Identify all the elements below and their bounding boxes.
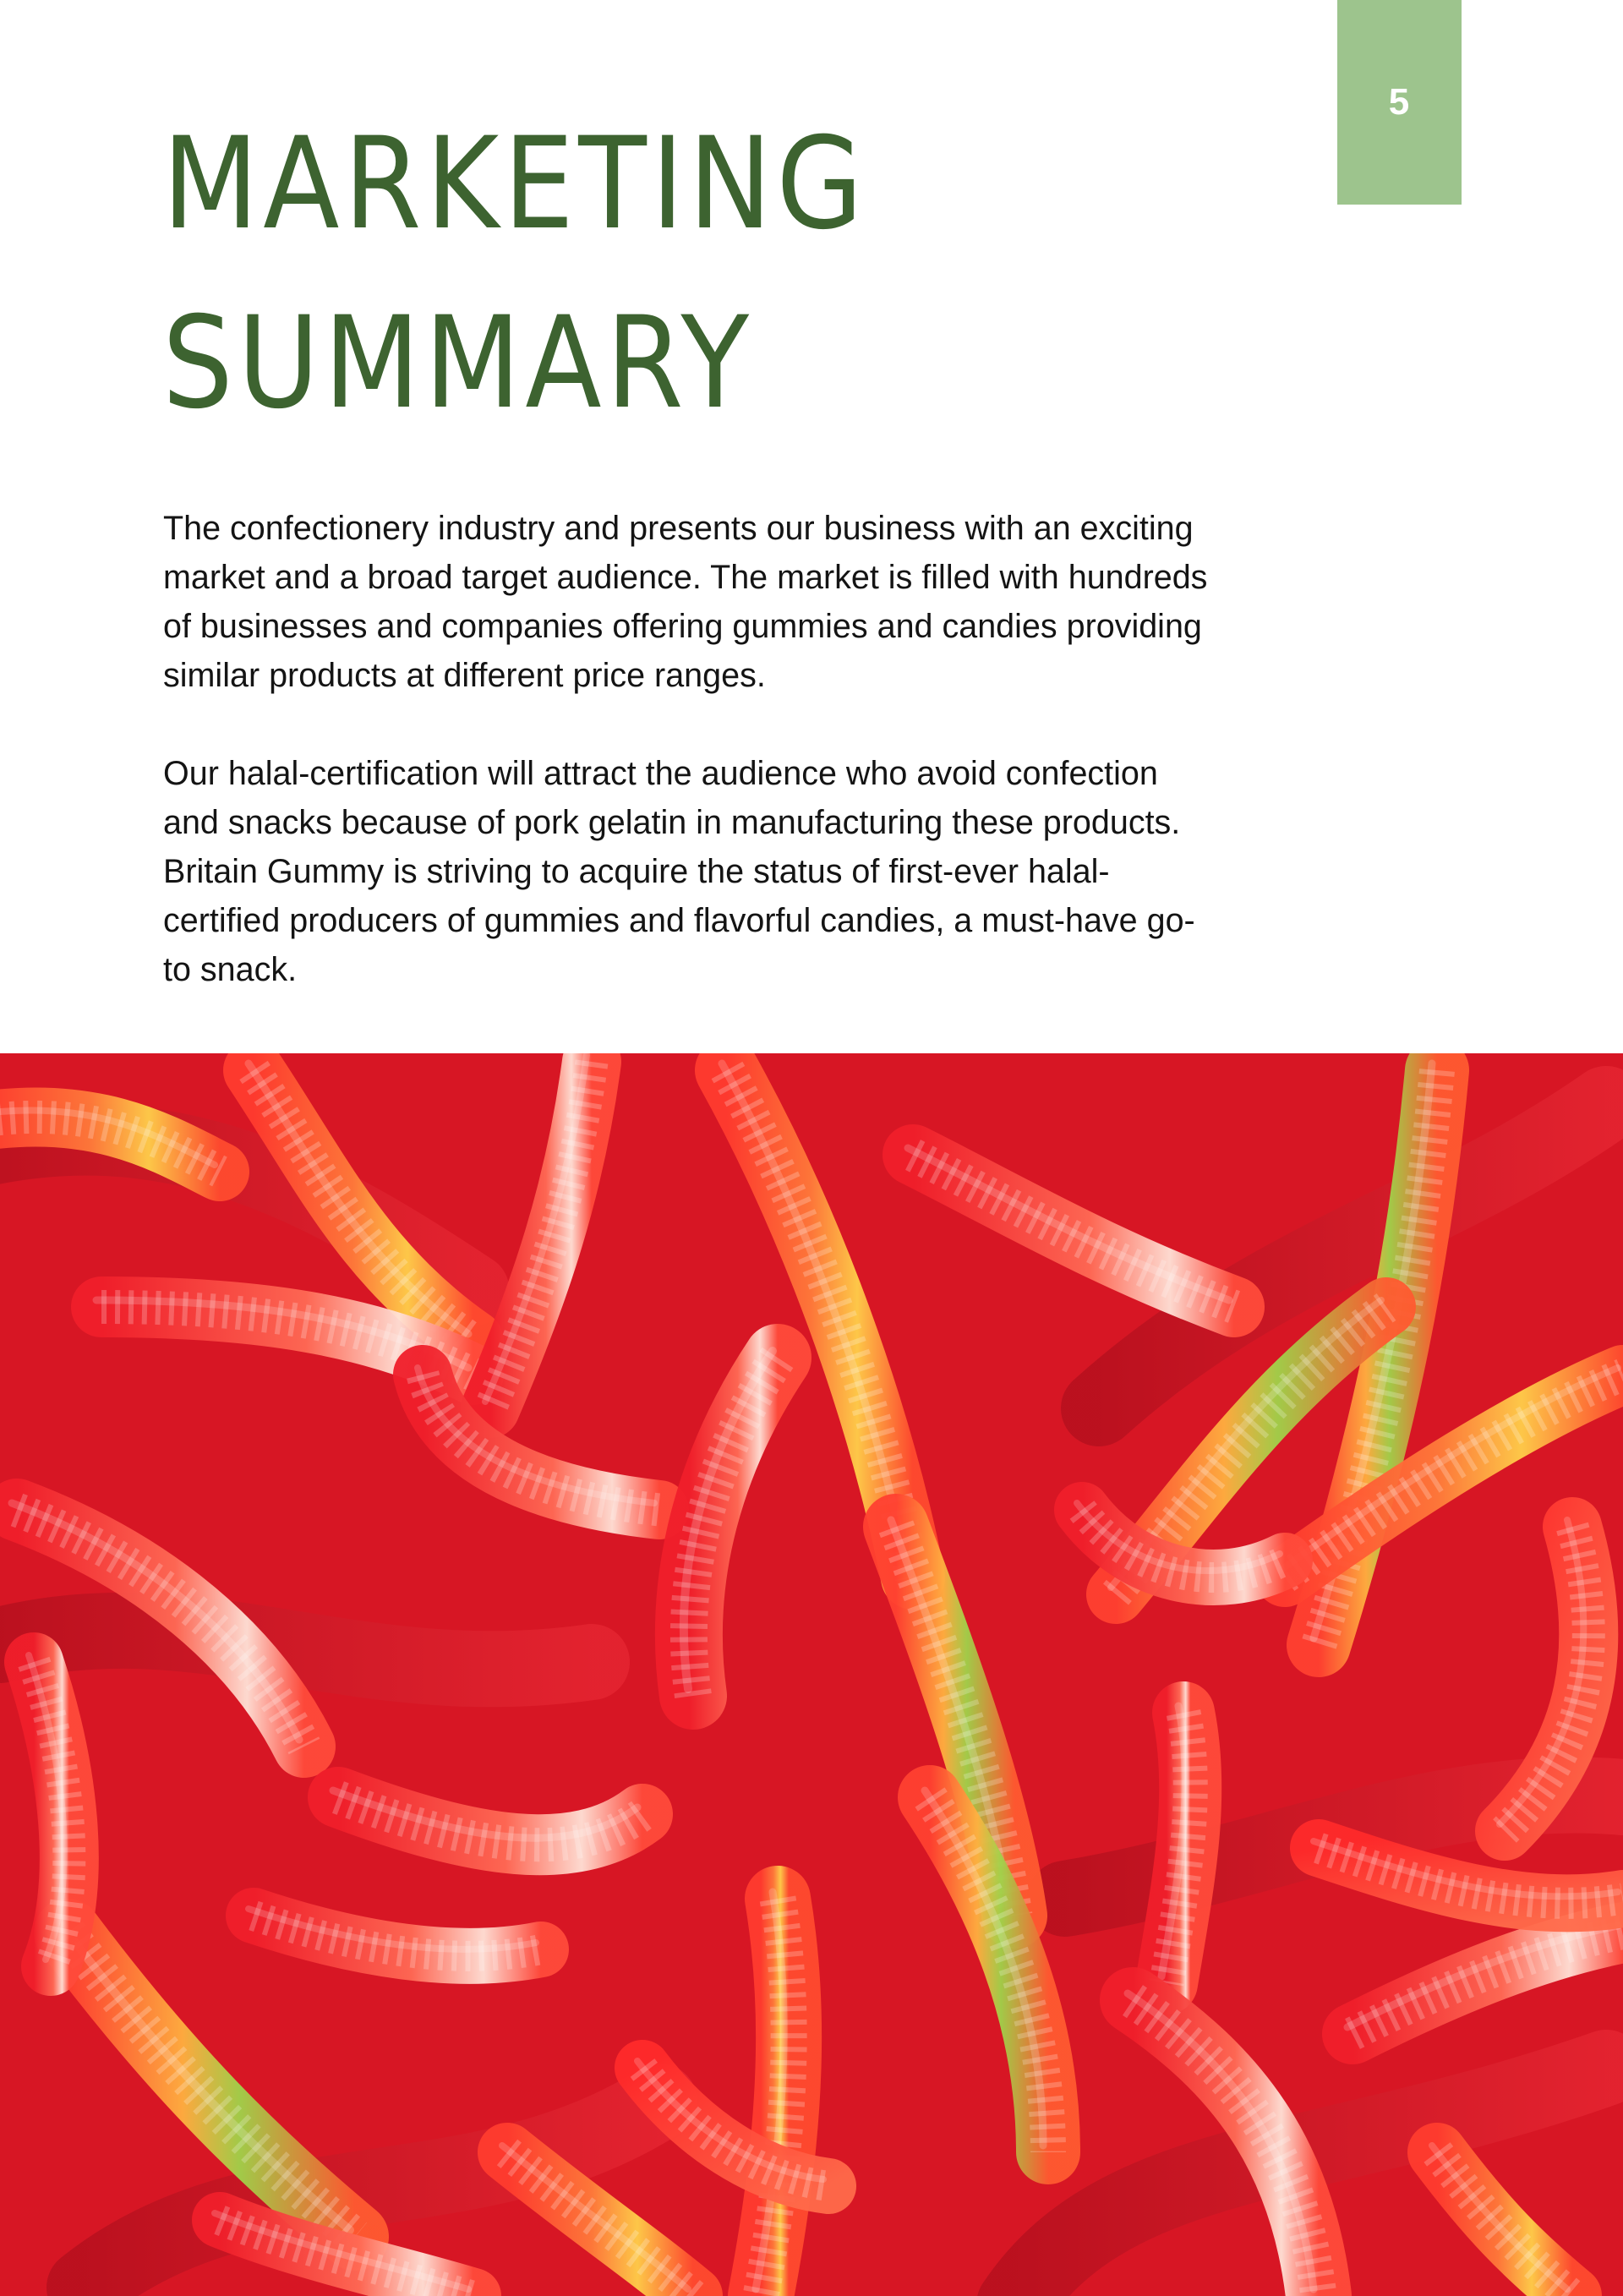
- gummy-worms-illustration: [0, 1053, 1623, 2296]
- gummy-worms-photo: [0, 1053, 1623, 2296]
- page-number: 5: [1388, 81, 1411, 123]
- paragraph-halal: Our halal-certification will attract the audience who avoid confection and snacks because of pork gelatin in manufacturing these products. Britain Gummy is striving to acquire the status of first-ever halal-certified producers of gummies and flavorful candies, a must-have go-to snack.: [163, 755, 1195, 988]
- page-title-line-1: MARKETING: [162, 111, 867, 258]
- page-title-line-2: SUMMARY: [162, 290, 754, 437]
- body-text: [163, 504, 1211, 994]
- page-title: [162, 95, 1092, 453]
- gummy-worm: [0, 1631, 592, 1669]
- page-number-tab: [1337, 0, 1462, 205]
- paragraph-intro: The confectionery industry and presents our business with an exciting market and a broad target audience. The market is filled with hundreds of businesses and companies offering gummies and candies providing similar products at different price ranges.: [163, 510, 1208, 694]
